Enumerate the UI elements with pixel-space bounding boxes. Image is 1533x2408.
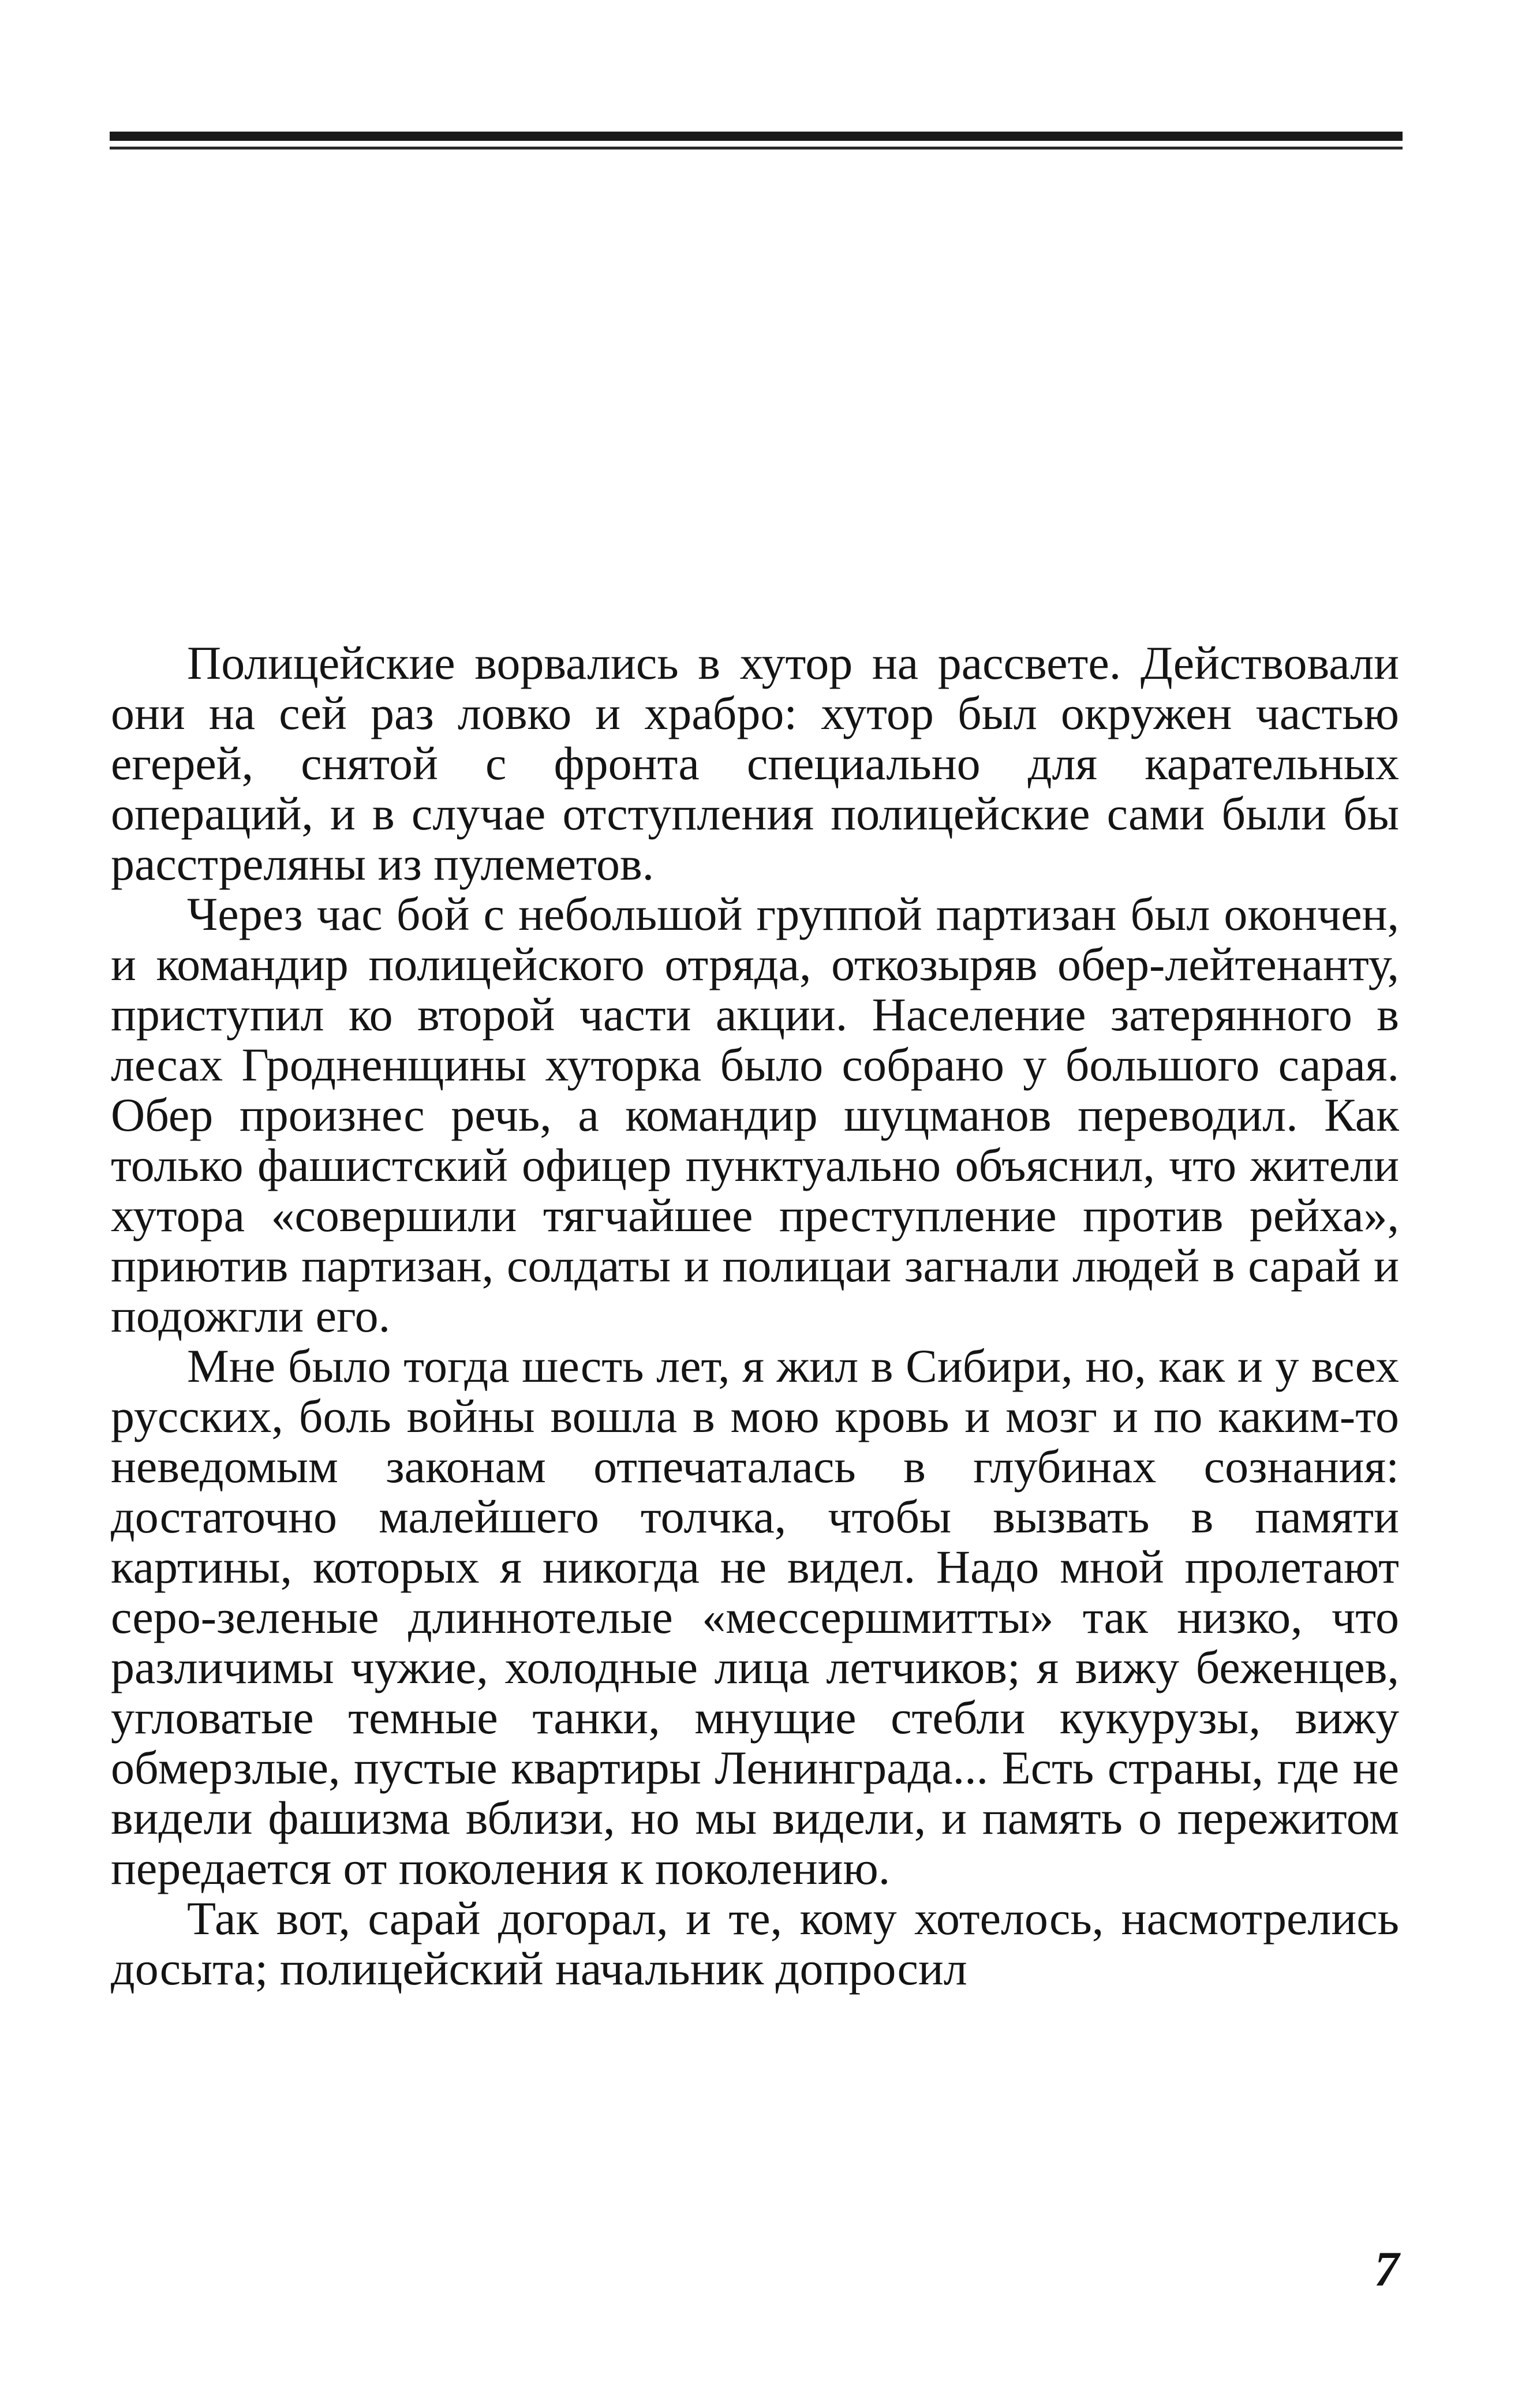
body-text bbox=[111, 638, 1399, 1994]
paragraph-1: Полицейские ворвались в хутор на рассвете. Действовали они на сей раз ловко и храбро: хутор был окружен частью егерей, снятой с фронта специально для карательных операций, и в случае отступления полицейские сами были бы расстреляны из пулеметов. bbox=[111, 637, 1399, 890]
page-number: 7 bbox=[1374, 2241, 1399, 2297]
paragraph-3: Мне было тогда шесть лет, я жил в Сибири, но, как и у всех русских, боль войны вошла в мою кровь и мозг и по каким-то неведомым законам отпечаталась в глубинах сознания: достаточно малейшего толчка, чтобы вызвать в памяти картины, которых я никогда не видел. Надо мной пролетают серо-зеленые длиннотелые «мессершмитты» так низко, что различимы чужие, холодные лица летчиков; я вижу беженцев, угловатые темные танки, мнущие стебли кукурузы, вижу обмерзлые, пустые квартиры Ленинграда... Есть страны, где не видели фашизма вблизи, но мы видели, и память о пережитом передается от поколения к поколению. bbox=[111, 1340, 1399, 1894]
paragraph-4: Так вот, сарай догорал, и те, кому хотелось, насмотрелись досыта; полицейский начальник допросил bbox=[111, 1892, 1399, 1995]
header-rule bbox=[110, 132, 1403, 141]
paragraph-2: Через час бой с небольшой группой партизан был окончен, и командир полицейского отряда, откозыряв обер-лейтенанту, приступил ко второй части акции. Население затерянного в лесах Гродненщины хуторка было собрано у большого сарая. Обер произнес речь, а командир шуцманов переводил. Как только фашистский офицер пунктуально объяснил, что жители хутора «совершили тягчайшее преступление против рейха», приютив партизан, солдаты и полицаи загнали людей в сарай и подожгли его. bbox=[111, 888, 1399, 1342]
